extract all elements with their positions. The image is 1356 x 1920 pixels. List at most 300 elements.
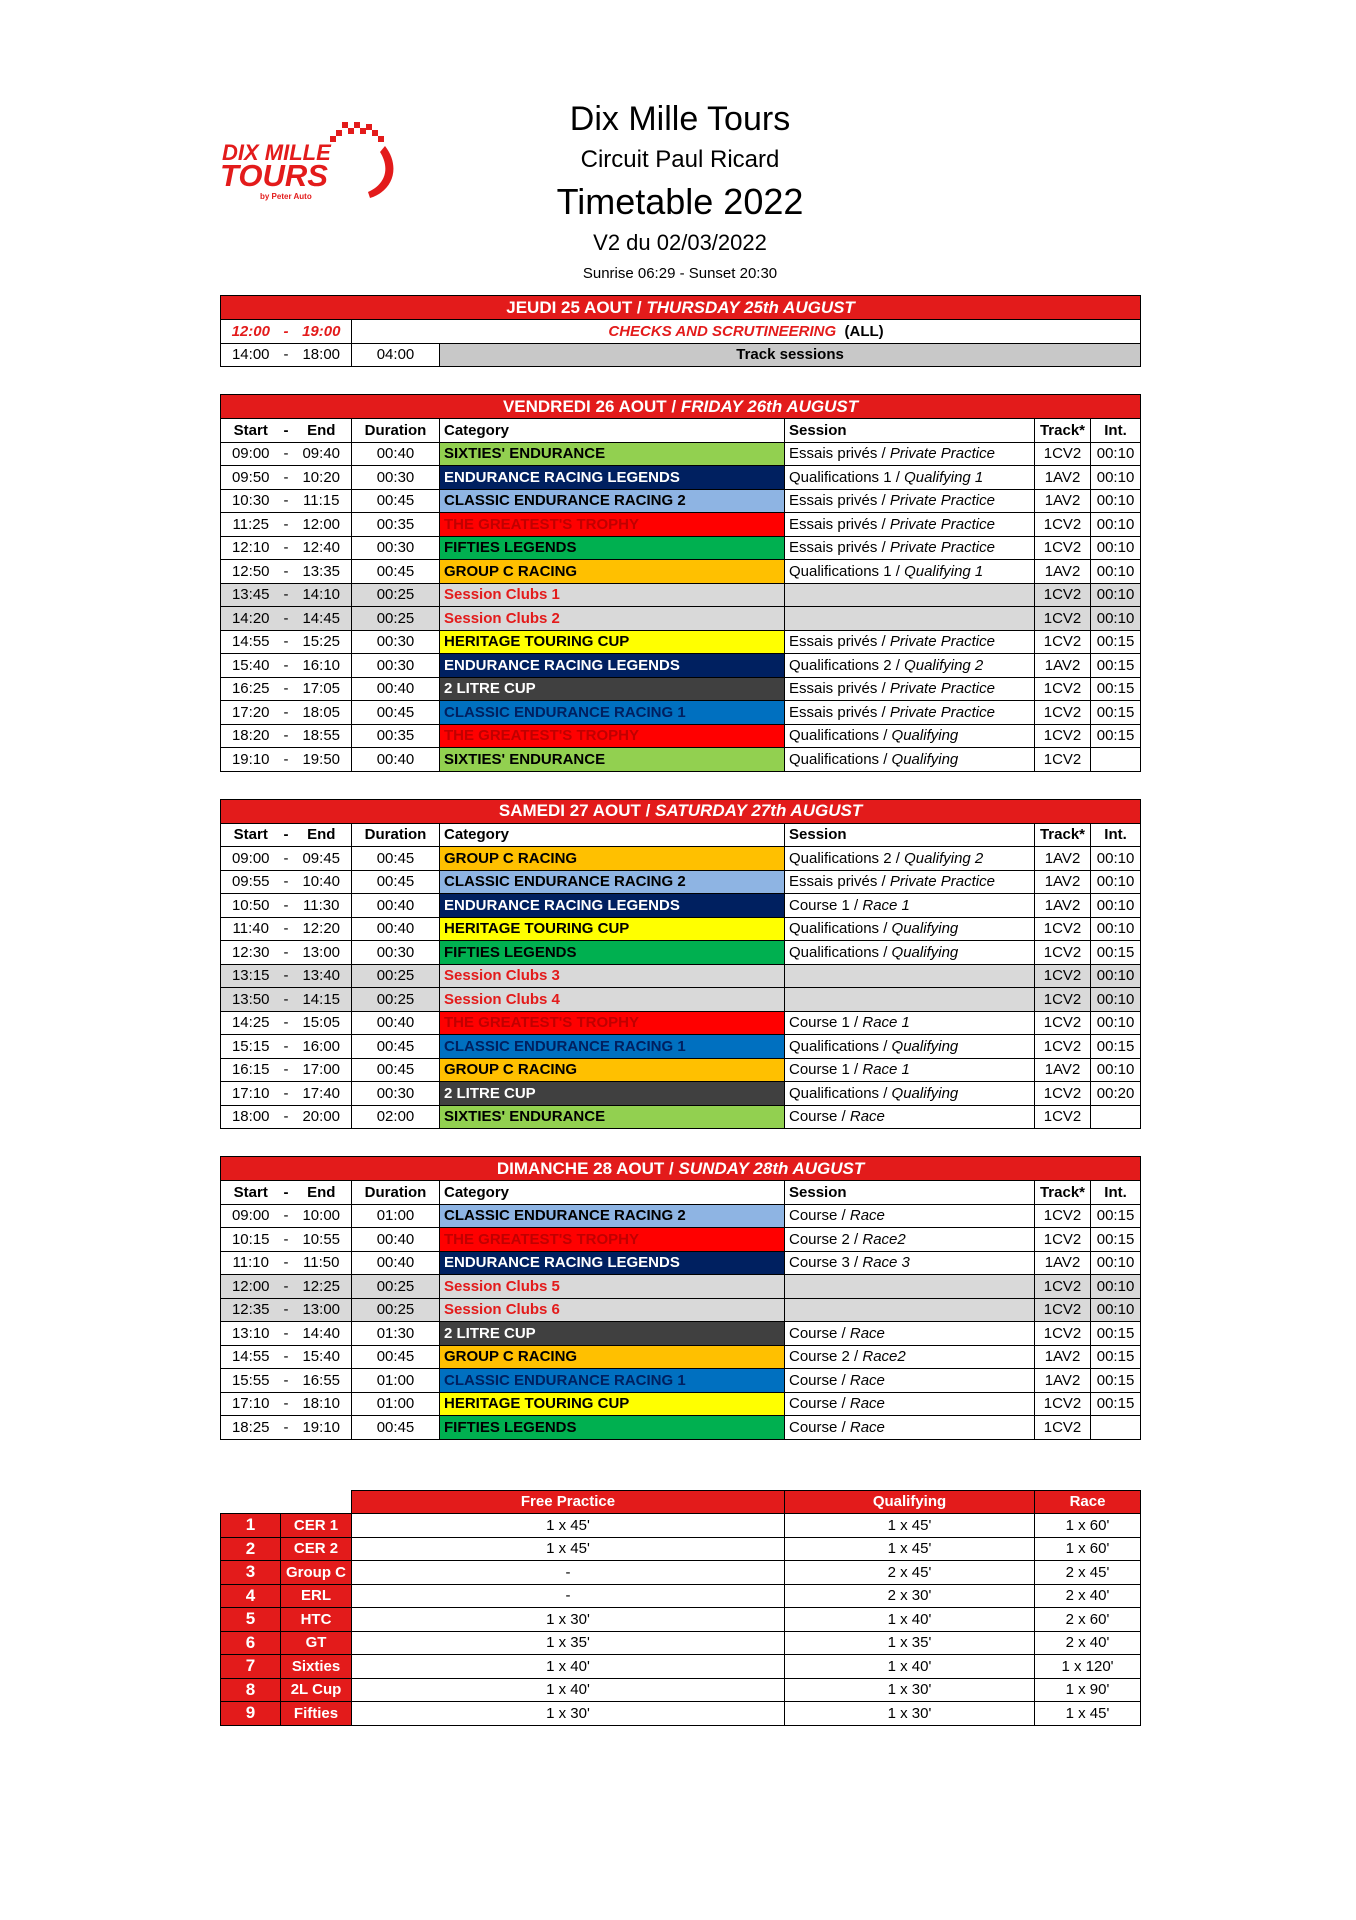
session-en: Race [849, 1108, 885, 1126]
duration: 00:25 [352, 988, 440, 1012]
session-en: Qualifying [891, 727, 959, 745]
time-dash: - [281, 701, 292, 725]
session-fr: Course 2 / [789, 1230, 863, 1248]
timetable-title: Timetable 2022 [556, 181, 804, 222]
start-time: 18:00 [221, 1105, 281, 1129]
qualifying-value: 1 x 40' [785, 1608, 1035, 1632]
thursday-table [220, 295, 1141, 367]
interval [1091, 1416, 1141, 1440]
start-time: 12:50 [221, 560, 281, 584]
end-time: 09:40 [292, 442, 352, 466]
session-en: Private Practice [889, 539, 995, 557]
category-cell: 2 LITRE CUP [440, 1082, 785, 1106]
duration: 00:25 [352, 1275, 440, 1299]
session-fr: Qualifications 2 / [789, 656, 905, 674]
end-time: 15:05 [292, 1011, 352, 1035]
interval: 00:15 [1091, 724, 1141, 748]
friday-table [220, 394, 1141, 772]
duration: 01:00 [352, 1369, 440, 1393]
interval: 00:15 [1091, 701, 1141, 725]
interval: 00:10 [1091, 1011, 1141, 1035]
table-row [221, 1082, 1141, 1106]
session-cell [785, 1392, 1035, 1416]
qualifying-value: 1 x 45' [785, 1537, 1035, 1561]
session-cell [785, 1082, 1035, 1106]
end-time: 20:00 [292, 1105, 352, 1129]
time-dash: - [281, 677, 292, 701]
duration: 02:00 [352, 1105, 440, 1129]
session-fr: Qualifications 2 / [789, 849, 905, 867]
series-number: 5 [221, 1608, 281, 1632]
svg-text:DIX MILLE: DIX MILLE [222, 140, 331, 165]
end-time: 11:50 [292, 1251, 352, 1275]
interval: 00:15 [1091, 941, 1141, 965]
time-dash: - [281, 1322, 292, 1346]
duration: 01:00 [352, 1392, 440, 1416]
session-cell [785, 894, 1035, 918]
column-header: Track* [1035, 1181, 1091, 1205]
start-time: 14:55 [221, 630, 281, 654]
session-cell [785, 941, 1035, 965]
start-time: 19:10 [221, 748, 281, 772]
start-time: 10:15 [221, 1228, 281, 1252]
session-cell [785, 513, 1035, 537]
session-en: Race [849, 1395, 885, 1413]
duration: 00:30 [352, 630, 440, 654]
session-fr: Course 1 / [789, 896, 863, 914]
session-fr: Qualifications / [789, 943, 892, 961]
column-header: Int. [1091, 419, 1141, 443]
interval: 00:15 [1091, 677, 1141, 701]
session-cell [785, 654, 1035, 678]
session-cell [785, 583, 1035, 607]
track-config: 1CV2 [1035, 607, 1091, 631]
category-cell: GROUP C RACING [440, 560, 785, 584]
interval: 00:15 [1091, 1369, 1141, 1393]
start-time: 14:20 [221, 607, 281, 631]
time-dash: - [281, 442, 292, 466]
table-row [221, 343, 1141, 367]
series-number: 8 [221, 1678, 281, 1702]
category-cell: HERITAGE TOURING CUP [440, 630, 785, 654]
sunday-table [220, 1156, 1141, 1440]
end-time: 11:30 [292, 894, 352, 918]
category-cell: Session Clubs 6 [440, 1298, 785, 1322]
end-time: 13:00 [292, 1298, 352, 1322]
race-value: 2 x 45' [1035, 1561, 1141, 1585]
series-number: 1 [221, 1514, 281, 1538]
session-en: Race [849, 1371, 885, 1389]
session-en: Race [849, 1324, 885, 1342]
checks-text: CHECKS AND SCRUTINEERING [608, 322, 837, 340]
race-value: 2 x 40' [1035, 1631, 1141, 1655]
category-cell: Session Clubs 3 [440, 964, 785, 988]
session-fr: Essais privés / [789, 492, 890, 510]
duration: 00:25 [352, 607, 440, 631]
race-value: 2 x 40' [1035, 1584, 1141, 1608]
duration: 00:30 [352, 536, 440, 560]
column-header: Duration [352, 823, 440, 847]
qualifying-value: 1 x 30' [785, 1702, 1035, 1726]
table-row [221, 917, 1141, 941]
end-time: 16:55 [292, 1369, 352, 1393]
session-en: Race 1 [862, 896, 910, 914]
session-fr: Qualifications / [789, 920, 892, 938]
column-header: Start [221, 419, 281, 443]
track-config: 1CV2 [1035, 1298, 1091, 1322]
header-qualifying: Qualifying [785, 1490, 1035, 1514]
column-header: - [281, 823, 292, 847]
table-row [221, 489, 1141, 513]
sun-times: Sunrise 06:29 - Sunset 20:30 [582, 265, 778, 282]
end-time: 14:15 [292, 988, 352, 1012]
column-header: Session [785, 1181, 1035, 1205]
end-time: 13:35 [292, 560, 352, 584]
start-time: 09:55 [221, 870, 281, 894]
day-title-en: SUNDAY 28th AUGUST [678, 1158, 865, 1178]
category-cell: HERITAGE TOURING CUP [440, 1392, 785, 1416]
duration: 01:00 [352, 1204, 440, 1228]
session-en: Private Practice [889, 703, 995, 721]
session-fr: Qualifications / [789, 750, 892, 768]
start-time: 12:00 [221, 320, 281, 344]
track-config: 1CV2 [1035, 941, 1091, 965]
category-cell: CLASSIC ENDURANCE RACING 1 [440, 1035, 785, 1059]
free-practice-value: 1 x 40' [352, 1678, 785, 1702]
duration: 00:40 [352, 1011, 440, 1035]
session-en: Qualifying [891, 1084, 959, 1102]
session-cell [785, 1322, 1035, 1346]
series-abbr: Fifties [281, 1702, 352, 1726]
duration: 00:45 [352, 870, 440, 894]
free-practice-value: - [352, 1561, 785, 1585]
track-config: 1CV2 [1035, 988, 1091, 1012]
free-practice-value: 1 x 40' [352, 1655, 785, 1679]
category-cell: THE GREATEST'S TROPHY [440, 1228, 785, 1252]
interval: 00:10 [1091, 964, 1141, 988]
interval: 00:10 [1091, 1275, 1141, 1299]
time-dash: - [281, 583, 292, 607]
club-session-row [221, 988, 1141, 1012]
track-config: 1CV2 [1035, 1392, 1091, 1416]
time-dash: - [281, 466, 292, 490]
series-abbr: Group C [281, 1561, 352, 1585]
track-config: 1AV2 [1035, 560, 1091, 584]
end-time: 19:50 [292, 748, 352, 772]
table-row [221, 1035, 1141, 1059]
circuit-name: Circuit Paul Ricard [580, 146, 780, 173]
time-dash: - [281, 1392, 292, 1416]
session-fr: Course / [789, 1418, 850, 1436]
end-time: 17:00 [292, 1058, 352, 1082]
club-session-row [221, 964, 1141, 988]
interval: 00:15 [1091, 1345, 1141, 1369]
version-label: V2 du 02/03/2022 [593, 230, 767, 255]
end-time: 15:40 [292, 1345, 352, 1369]
table-row [221, 654, 1141, 678]
interval: 00:10 [1091, 513, 1141, 537]
table-row [221, 1105, 1141, 1129]
end-time: 15:25 [292, 630, 352, 654]
table-row [221, 941, 1141, 965]
time-dash: - [281, 1369, 292, 1393]
duration: 00:30 [352, 941, 440, 965]
start-time: 13:10 [221, 1322, 281, 1346]
session-summary [220, 1490, 1140, 1726]
duration: 00:45 [352, 1058, 440, 1082]
session-cell [785, 1204, 1035, 1228]
session-fr: Essais privés / [789, 539, 890, 557]
start-time: 17:10 [221, 1392, 281, 1416]
series-number: 4 [221, 1584, 281, 1608]
session-cell [785, 466, 1035, 490]
duration: 00:25 [352, 583, 440, 607]
start-time: 14:55 [221, 1345, 281, 1369]
series-abbr: Sixties [281, 1655, 352, 1679]
interval: 00:10 [1091, 1058, 1141, 1082]
start-time: 13:45 [221, 583, 281, 607]
duration: 00:45 [352, 701, 440, 725]
header-free-practice: Free Practice [352, 1490, 785, 1514]
table-row [221, 847, 1141, 871]
end-time: 17:05 [292, 677, 352, 701]
start-time: 18:20 [221, 724, 281, 748]
duration: 00:30 [352, 1082, 440, 1106]
duration: 04:00 [352, 343, 440, 367]
start-time: 12:30 [221, 941, 281, 965]
svg-text:by Peter Auto: by Peter Auto [260, 192, 312, 201]
column-header: End [292, 1181, 352, 1205]
session-en: Race [849, 1207, 885, 1225]
category-cell: ENDURANCE RACING LEGENDS [440, 1251, 785, 1275]
interval: 00:10 [1091, 536, 1141, 560]
session-cell [785, 1011, 1035, 1035]
start-time: 10:30 [221, 489, 281, 513]
duration: 00:45 [352, 560, 440, 584]
time-dash: - [281, 1345, 292, 1369]
session-en: Private Practice [889, 515, 995, 533]
series-number: 9 [221, 1702, 281, 1726]
session-cell [785, 677, 1035, 701]
session-fr: Essais privés / [789, 445, 890, 463]
track-config: 1CV2 [1035, 964, 1091, 988]
race-value: 1 x 60' [1035, 1537, 1141, 1561]
duration: 00:45 [352, 1035, 440, 1059]
qualifying-value: 1 x 40' [785, 1655, 1035, 1679]
session-en: Race [849, 1418, 885, 1436]
session-en: Race 3 [862, 1254, 910, 1272]
table-row [221, 1345, 1141, 1369]
interval: 00:15 [1091, 1204, 1141, 1228]
interval: 00:10 [1091, 489, 1141, 513]
time-dash: - [281, 1275, 292, 1299]
checks-all: (ALL) [844, 322, 884, 340]
table-row [221, 466, 1141, 490]
time-dash: - [281, 988, 292, 1012]
day-title-en: THURSDAY 25th AUGUST [646, 297, 855, 317]
club-session-row [221, 1298, 1141, 1322]
qualifying-value: 1 x 30' [785, 1678, 1035, 1702]
table-row [221, 677, 1141, 701]
table-row [221, 536, 1141, 560]
category-cell: Session Clubs 5 [440, 1275, 785, 1299]
category-cell: GROUP C RACING [440, 1058, 785, 1082]
session-en: Qualifying [891, 1037, 959, 1055]
qualifying-value: 1 x 45' [785, 1514, 1035, 1538]
track-config: 1CV2 [1035, 1105, 1091, 1129]
summary-row [221, 1631, 1141, 1655]
start-time: 17:10 [221, 1082, 281, 1106]
session-fr: Course / [789, 1324, 850, 1342]
track-config: 1CV2 [1035, 1011, 1091, 1035]
interval: 00:10 [1091, 847, 1141, 871]
category-cell: 2 LITRE CUP [440, 677, 785, 701]
interval: 00:10 [1091, 894, 1141, 918]
time-dash: - [281, 941, 292, 965]
session-fr: Course / [789, 1395, 850, 1413]
column-header-row [221, 419, 1141, 443]
series-number: 7 [221, 1655, 281, 1679]
time-dash: - [281, 654, 292, 678]
column-header: Int. [1091, 1181, 1141, 1205]
session-fr: Course / [789, 1371, 850, 1389]
start-time: 15:55 [221, 1369, 281, 1393]
interval: 00:15 [1091, 1035, 1141, 1059]
time-dash: - [281, 724, 292, 748]
session-fr: Qualifications / [789, 1037, 892, 1055]
track-config: 1CV2 [1035, 442, 1091, 466]
track-config: 1AV2 [1035, 894, 1091, 918]
track-config: 1CV2 [1035, 917, 1091, 941]
session-cell [785, 1251, 1035, 1275]
track-config: 1AV2 [1035, 870, 1091, 894]
session-fr: Course / [789, 1207, 850, 1225]
session-cell [785, 630, 1035, 654]
time-dash: - [281, 343, 292, 367]
table-row [221, 1228, 1141, 1252]
duration: 00:40 [352, 894, 440, 918]
qualifying-value: 2 x 45' [785, 1561, 1035, 1585]
time-dash: - [281, 847, 292, 871]
interval: 00:15 [1091, 1392, 1141, 1416]
session-cell [785, 489, 1035, 513]
duration: 00:25 [352, 964, 440, 988]
checks-label [352, 320, 1141, 344]
category-cell: HERITAGE TOURING CUP [440, 917, 785, 941]
end-time: 12:00 [292, 513, 352, 537]
session-cell [785, 1369, 1035, 1393]
club-session-row [221, 583, 1141, 607]
end-time: 19:00 [292, 320, 352, 344]
day-title-en: FRIDAY 26th AUGUST [680, 396, 859, 416]
series-abbr: CER 1 [281, 1514, 352, 1538]
column-header: Int. [1091, 823, 1141, 847]
time-dash: - [281, 894, 292, 918]
end-time: 11:15 [292, 489, 352, 513]
summary-header-row [221, 1490, 1141, 1514]
table-row [221, 1369, 1141, 1393]
session-en: Race2 [862, 1230, 906, 1248]
day-title-fr: SAMEDI 27 AOUT / [498, 801, 656, 820]
category-cell: CLASSIC ENDURANCE RACING 1 [440, 701, 785, 725]
column-header: Duration [352, 419, 440, 443]
session-fr: Qualifications 1 / [789, 562, 905, 580]
free-practice-value: - [352, 1584, 785, 1608]
track-config: 1CV2 [1035, 724, 1091, 748]
time-dash: - [281, 1228, 292, 1252]
time-dash: - [281, 513, 292, 537]
session-fr: Essais privés / [789, 703, 890, 721]
column-header: End [292, 419, 352, 443]
end-time: 18:00 [292, 343, 352, 367]
race-value: 1 x 60' [1035, 1514, 1141, 1538]
free-practice-value: 1 x 35' [352, 1631, 785, 1655]
series-number: 2 [221, 1537, 281, 1561]
day-header-thursday [221, 296, 1141, 320]
column-header: Session [785, 823, 1035, 847]
start-time: 15:40 [221, 654, 281, 678]
series-abbr: ERL [281, 1584, 352, 1608]
column-header: Category [440, 823, 785, 847]
start-time: 09:00 [221, 847, 281, 871]
time-dash: - [281, 964, 292, 988]
table-row [221, 1392, 1141, 1416]
start-time: 12:00 [221, 1275, 281, 1299]
track-config: 1AV2 [1035, 1251, 1091, 1275]
track-config: 1AV2 [1035, 1058, 1091, 1082]
interval: 00:10 [1091, 442, 1141, 466]
category-cell: ENDURANCE RACING LEGENDS [440, 654, 785, 678]
table-row [221, 1011, 1141, 1035]
category-cell: ENDURANCE RACING LEGENDS [440, 466, 785, 490]
session-cell [785, 1345, 1035, 1369]
start-time: 11:25 [221, 513, 281, 537]
session-fr: Essais privés / [789, 680, 890, 698]
interval: 00:10 [1091, 988, 1141, 1012]
end-time: 16:10 [292, 654, 352, 678]
session-cell [785, 1275, 1035, 1299]
session-en: Qualifying 2 [904, 849, 984, 867]
time-dash: - [281, 560, 292, 584]
end-time: 10:55 [292, 1228, 352, 1252]
free-practice-value: 1 x 30' [352, 1608, 785, 1632]
session-cell [785, 560, 1035, 584]
track-config: 1CV2 [1035, 1228, 1091, 1252]
session-cell [785, 847, 1035, 871]
end-time: 13:00 [292, 941, 352, 965]
start-time: 14:25 [221, 1011, 281, 1035]
end-time: 14:10 [292, 583, 352, 607]
category-cell: GROUP C RACING [440, 847, 785, 871]
session-en: Private Practice [889, 633, 995, 651]
table-row [221, 560, 1141, 584]
category-cell: SIXTIES' ENDURANCE [440, 442, 785, 466]
duration: 00:45 [352, 847, 440, 871]
end-time: 09:45 [292, 847, 352, 871]
time-dash: - [281, 320, 292, 344]
session-fr: Essais privés / [789, 873, 890, 891]
series-abbr: HTC [281, 1608, 352, 1632]
interval: 00:20 [1091, 1082, 1141, 1106]
category-cell: Session Clubs 4 [440, 988, 785, 1012]
time-dash: - [281, 1035, 292, 1059]
interval: 00:10 [1091, 466, 1141, 490]
session-cell [785, 1105, 1035, 1129]
interval: 00:15 [1091, 630, 1141, 654]
category-cell: Session Clubs 1 [440, 583, 785, 607]
time-dash: - [281, 1416, 292, 1440]
duration: 00:40 [352, 748, 440, 772]
